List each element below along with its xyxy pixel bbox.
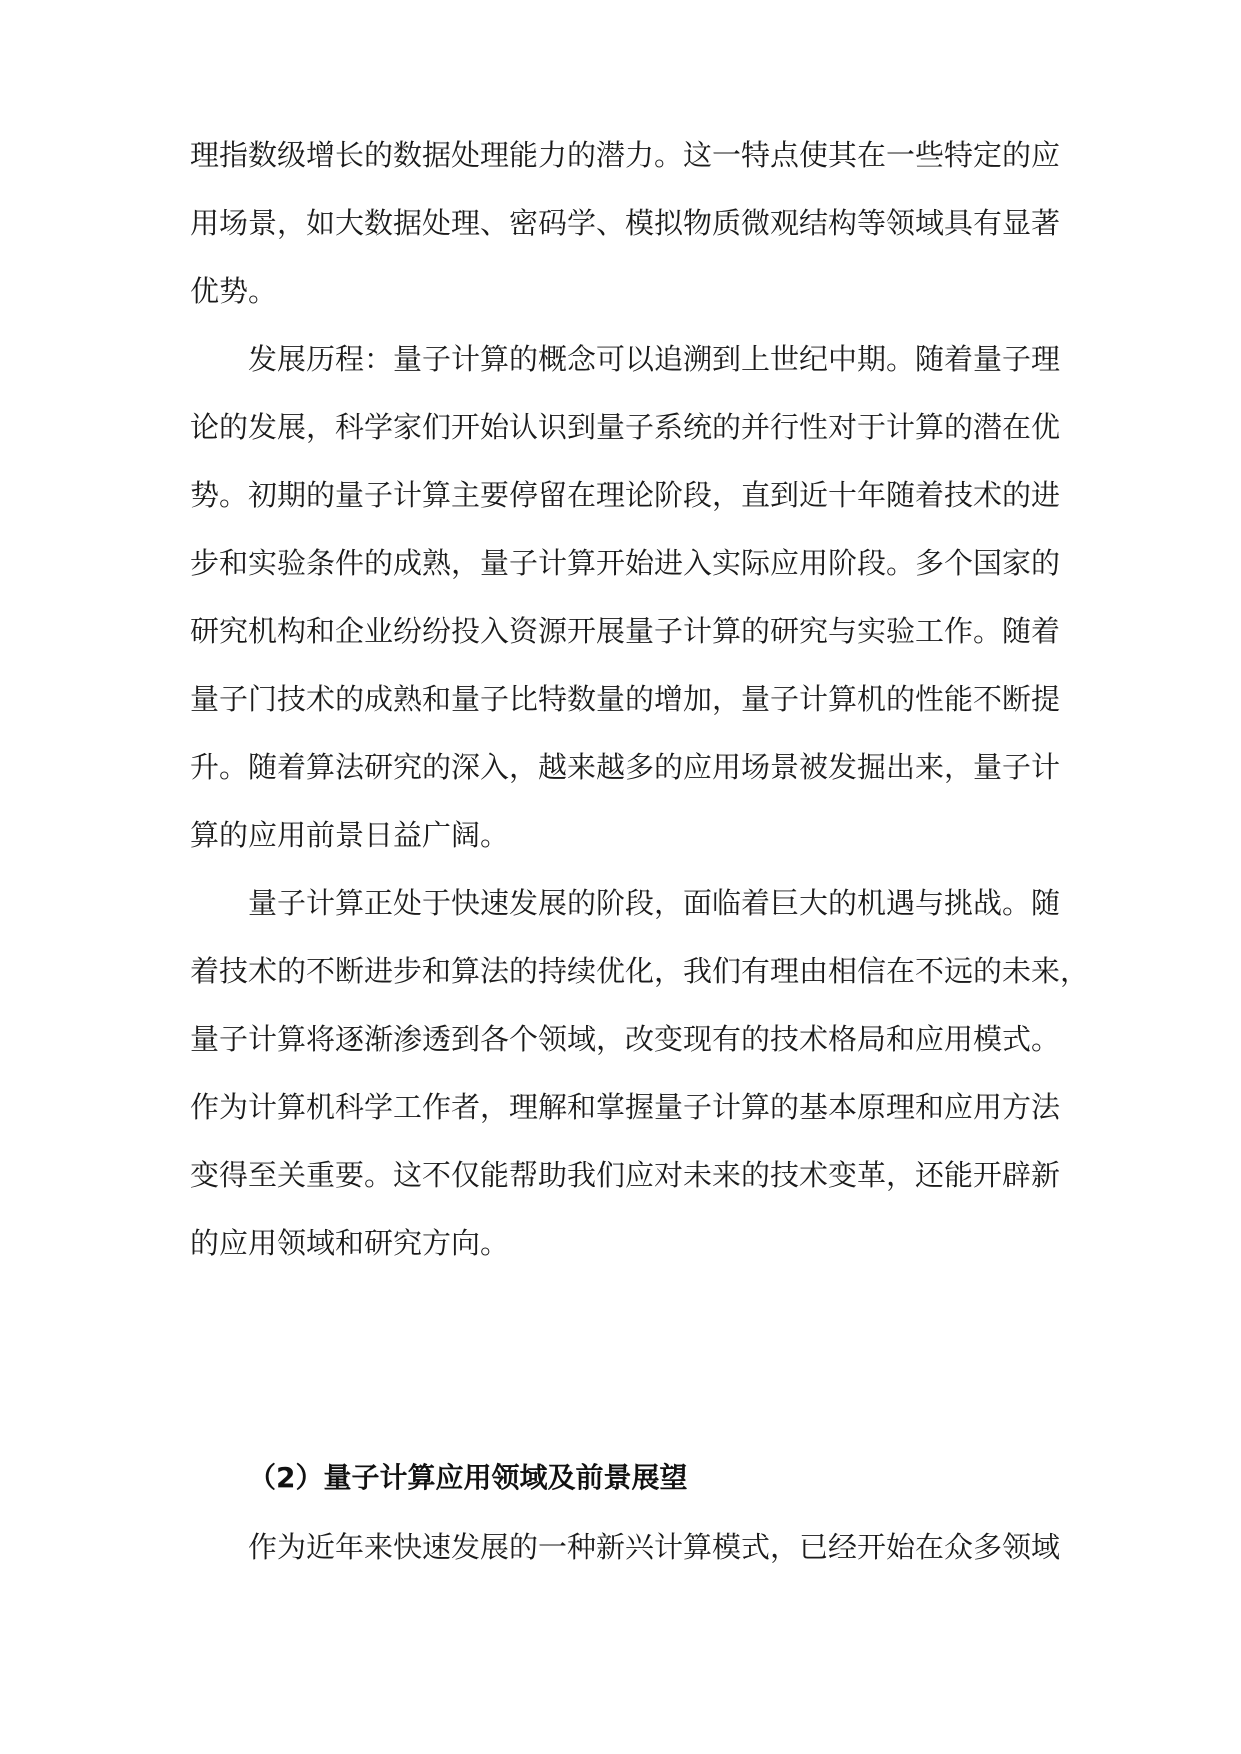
paragraph-history-line: 算的应用前景日益广阔。 <box>190 818 510 852</box>
paragraph-outlook-line: 变得至关重要。这不仅能帮助我们应对未来的技术变革，还能开辟新 <box>190 1158 1061 1192</box>
paragraph-history-line: 量子门技术的成熟和量子比特数量的增加，量子计算机的性能不断提 <box>190 682 1061 716</box>
paragraph-outlook-line: 着技术的不断进步和算法的持续优化，我们有理由相信在不远的未来， <box>190 954 1090 988</box>
paragraph-outlook-line: 的应用领域和研究方向。 <box>190 1226 510 1260</box>
paragraph-history-line: 升。随着算法研究的深入，越来越多的应用场景被发掘出来，量子计 <box>190 750 1061 784</box>
paragraph-outlook-line: 量子计算将逐渐渗透到各个领域，改变现有的技术格局和应用模式。 <box>190 1022 1061 1056</box>
paragraph-intro-line: 优势。 <box>190 274 278 308</box>
paragraph-history-line: 研究机构和企业纷纷投入资源开展量子计算的研究与实验工作。随着 <box>190 614 1061 648</box>
paragraph-intro-line: 用场景，如大数据处理、密码学、模拟物质微观结构等领域具有显著 <box>190 206 1061 240</box>
paragraph-applications-line: 作为近年来快速发展的一种新兴计算模式，已经开始在众多领域 <box>248 1530 1061 1564</box>
paragraph-intro-line: 理指数级增长的数据处理能力的潜力。这一特点使其在一些特定的应 <box>190 138 1061 172</box>
paragraph-history-line: 势。初期的量子计算主要停留在理论阶段，直到近十年随着技术的进 <box>190 478 1061 512</box>
paragraph-history-line: 步和实验条件的成熟，量子计算开始进入实际应用阶段。多个国家的 <box>190 546 1061 580</box>
paragraph-outlook-line: 作为计算机科学工作者，理解和掌握量子计算的基本原理和应用方法 <box>190 1090 1061 1124</box>
section-heading: （2）量子计算应用领域及前景展望 <box>248 1461 688 1494</box>
paragraph-history-line: 发展历程：量子计算的概念可以追溯到上世纪中期。随着量子理 <box>248 342 1061 376</box>
paragraph-outlook-line: 量子计算正处于快速发展的阶段，面临着巨大的机遇与挑战。随 <box>248 886 1061 920</box>
paragraph-history-line: 论的发展，科学家们开始认识到量子系统的并行性对于计算的潜在优 <box>190 410 1061 444</box>
